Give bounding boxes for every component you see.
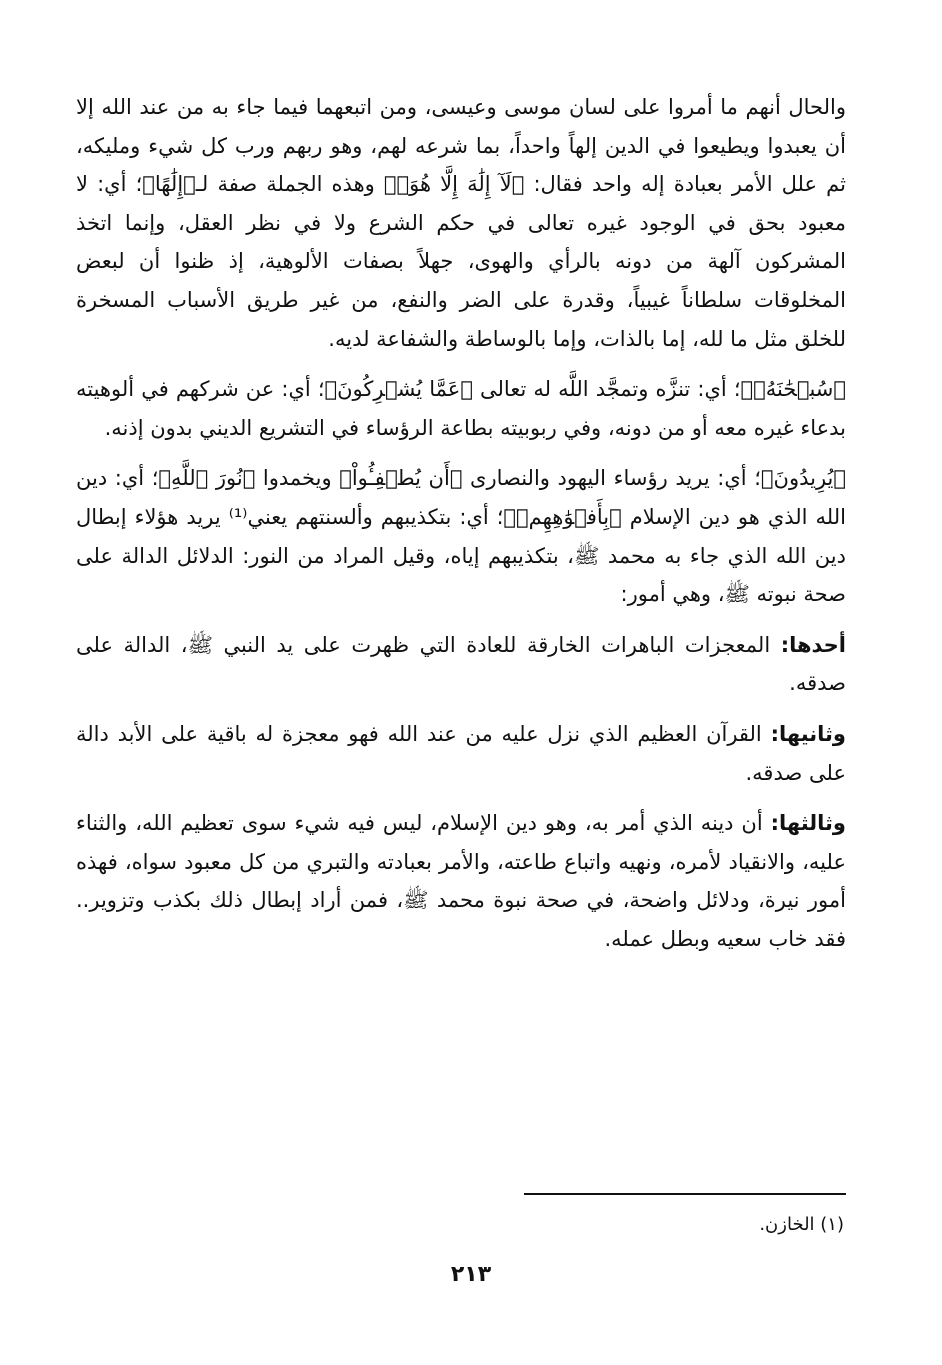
page-body bbox=[76, 88, 846, 958]
paragraph-5-lead: وثانيها: bbox=[770, 721, 846, 746]
paragraph-6-lead: وثالثها: bbox=[770, 811, 846, 836]
paragraph-6 bbox=[76, 804, 846, 958]
paragraph-4 bbox=[76, 626, 846, 703]
footnote: (١) الخازن. bbox=[759, 1214, 844, 1235]
paragraph-3: ﴿يُرِيدُونَ﴾؛ أي: يريد رؤساء اليهود والنصارى ﴿أَن يُطۡفِـُٔواْ﴾ ويخمدوا ﴿نُورَ ٱللَّهِ﴾؛ أي: دين الله الذي هو دين الإسلام ﴿بِأَفۡوَٰهِهِمۡ﴾؛ أي: بتكذيبهم وألسنتهم يعني⁽¹⁾ يريد هؤلاء إبطال دين الله الذي جاء به محمد ﷺ، بتكذيبهم إياه، وقيل المراد من النور: الدلائل الدالة على صحة نبوته ﷺ، وهي أمور: bbox=[76, 466, 846, 607]
paragraph-2: ﴿سُبۡحَٰنَهُۥ﴾؛ أي: تنزَّه وتمجَّد اللَّه له تعالى ﴿عَمَّا يُشۡرِكُونَ﴾؛ أي: عن شركهم في ألوهيته بدعاء غيره معه أو من دونه، وفي ربوبيته بطاعة الرؤساء في التشريع الديني بدون إذنه. bbox=[76, 377, 846, 440]
page-number: ٢١٣ bbox=[450, 1262, 492, 1287]
paragraph-6-text: أن دينه الذي أمر به، وهو دين الإسلام، ليس فيه شيء سوى تعظيم الله، والثناء عليه، والانقياد لأمره، ونهيه واتباع طاعته، والأمر بعبادته والتبري من كل معبود سواه، فهذه أمور نيرة، ودلائل واضحة، في صحة نبوة محمد ﷺ، فمن أراد إبطال ذلك بكذب وتزوير.. فقد خاب سعيه وبطل عمله. bbox=[76, 811, 846, 951]
paragraph-4-lead: أحدها: bbox=[780, 632, 846, 657]
paragraph-1: والحال أنهم ما أمروا على لسان موسى وعيسى، ومن اتبعهما فيما جاء به من عند الله إلا أن يعبدوا ويطيعوا في الدين إلهاً واحداً، بما شرعه لهم، وهو ربهم ورب كل شيء ومليكه، ثم علل الأمر بعبادة إله واحد فقال: ﴿لَآ إِلَٰهَ إِلَّا هُوَۚ﴾ وهذه الجملة صفة لـ﴿إِلَٰهًا﴾؛ أي: لا معبود بحق في الوجود غيره تعالى في حكم الشرع ولا في نظر العقل، وإنما اتخذ المشركون آلهة من دونه بالرأي والهوى، جهلاً بصفات الألوهية، إذ ظنوا أن لبعض المخلوقات سلطاناً غيبياً، وقدرة على الضر والنفع، من غير طريق الأسباب المسخرة للخلق مثل ما لله، إما بالذات، وإما بالوساطة والشفاعة لديه. bbox=[76, 95, 846, 351]
paragraph-4-text: المعجزات الباهرات الخارقة للعادة التي ظهرت على يد النبي ﷺ، الدالة على صدقه. bbox=[76, 632, 846, 696]
footnote-separator bbox=[524, 1193, 846, 1195]
paragraph-5 bbox=[76, 715, 846, 792]
paragraph-5-text: القرآن العظيم الذي نزل عليه من عند الله فهو معجزة له باقية على الأبد دالة على صدقه. bbox=[76, 721, 846, 785]
